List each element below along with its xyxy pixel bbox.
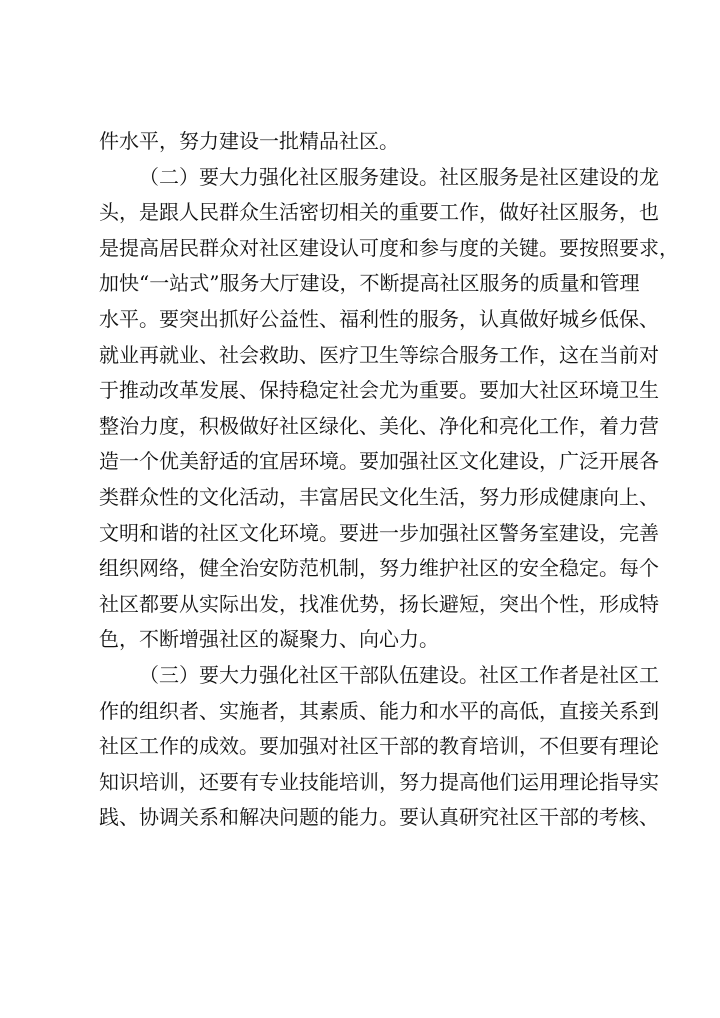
- text-line: 知识培训，还要有专业技能培训，努力提高他们运用理论指导实: [99, 769, 659, 794]
- text-line: 作的组织者、实施者，其素质、能力和水平的高低，直接关系到: [99, 698, 659, 723]
- text-line: 色，不断增强社区的凝聚力、向心力。: [99, 627, 439, 652]
- text-line: 类群众性的文化活动，丰富居民文化生活，努力形成健康向上、: [99, 484, 659, 509]
- text-line: 是提高居民群众对社区建设认可度和参与度的关键。要按照要求，: [99, 235, 679, 260]
- text-line: 于推动改革发展、保持稳定社会尤为重要。要加大社区环境卫生: [99, 378, 659, 403]
- text-line: 整治力度，积极做好社区绿化、美化、净化和亮化工作，着力营: [99, 413, 659, 438]
- text-line: 组织网络，健全治安防范机制，努力维护社区的安全稳定。每个: [99, 556, 659, 581]
- text-line: 文明和谐的社区文化环境。要进一步加强社区警务室建设，完善: [99, 520, 659, 545]
- text-line: 水平。要突出抓好公益性、福利性的服务，认真做好城乡低保、: [99, 306, 659, 331]
- text-line: 践、协调关系和解决问题的能力。要认真研究社区干部的考核、: [99, 805, 659, 830]
- text-line: 头，是跟人民群众生活密切相关的重要工作，做好社区服务，也: [99, 200, 659, 225]
- text-line: 造一个优美舒适的宜居环境。要加强社区文化建设，广泛开展各: [99, 449, 659, 474]
- text-line: 社区都要从实际出发，找准优势，扬长避短，突出个性，形成特: [99, 591, 659, 616]
- paragraph-first-line: （二）要大力强化社区服务建设。社区服务是社区建设的龙: [139, 164, 659, 189]
- paragraph-first-line: （三）要大力强化社区干部队伍建设。社区工作者是社区工: [139, 662, 659, 687]
- document-body: [99, 124, 679, 836]
- text-line: 加快“一站式”服务大厅建设，不断提高社区服务的质量和管理: [99, 271, 640, 296]
- text-line: 就业再就业、社会救助、医疗卫生等综合服务工作，这在当前对: [99, 342, 659, 367]
- text-line: 社区工作的成效。要加强对社区干部的教育培训，不但要有理论: [99, 734, 659, 759]
- text-line: 件水平，努力建设一批精品社区。: [99, 129, 399, 153]
